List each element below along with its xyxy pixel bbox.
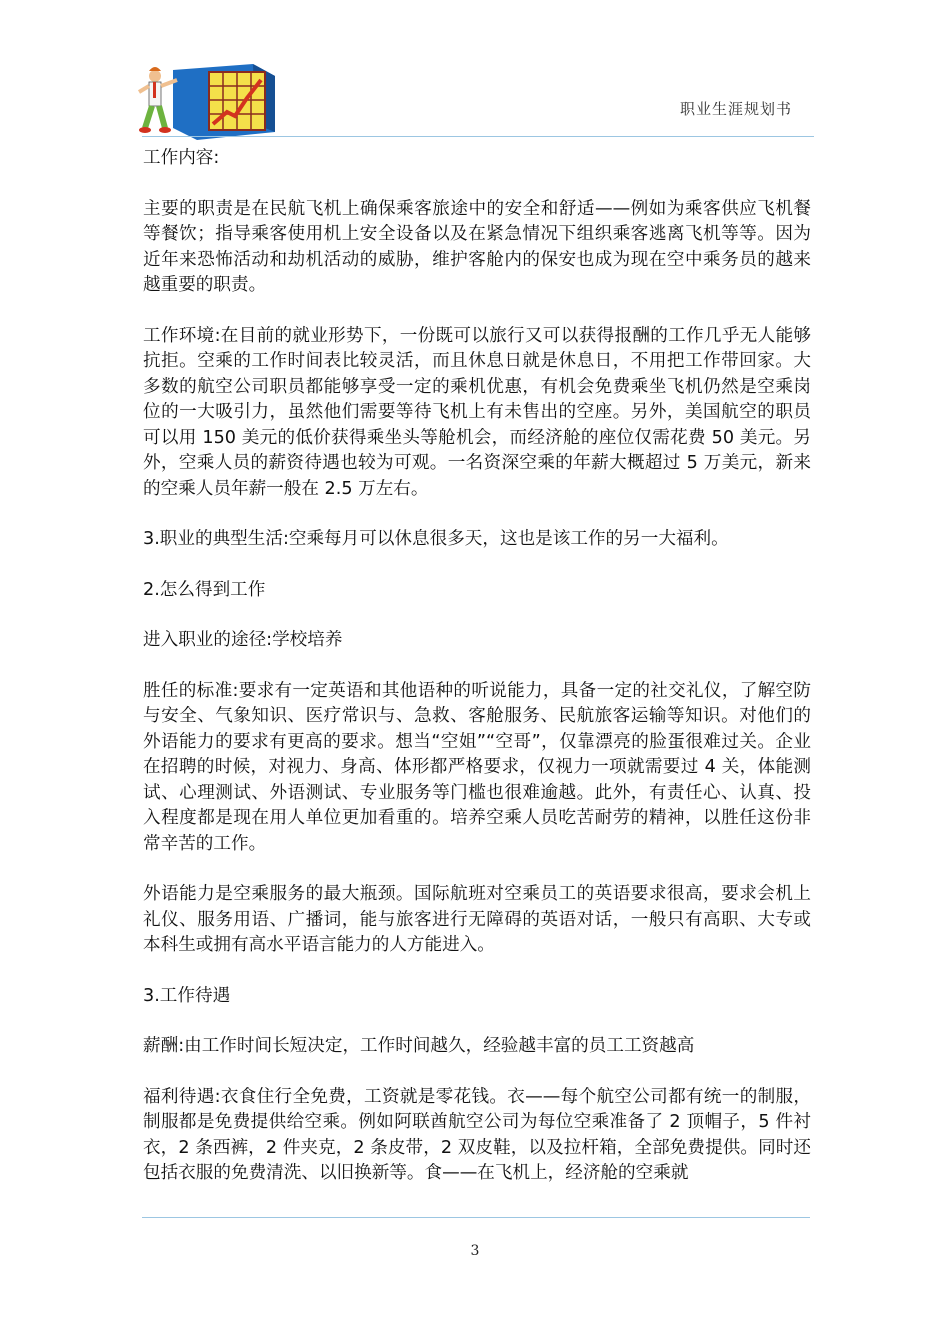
paragraph-competency-standards: 胜任的标准:要求有一定英语和其他语种的听说能力，具备一定的社交礼仪，了解空防与安全、气象知识、医疗常识与、急救、客舱服务、民航旅客运输等知识。对他们的外语能力的要求有更高的要求。想当“空姐”“空哥”，仅靠漂亮的脸蛋很难过关。企业在招聘的时候，对视力、身高、体形都严格要求，仅视力一项就需要过 4 关，体能测试、心理测试、外语测试、专业服务等门槛也很难逾越。此外，有责任心、认真、投入程度都是现在用人单位更加看重的。培养空乘人员吃苦耐劳的精神，以胜任这份非常辛苦的工作。 <box>143 680 811 854</box>
paragraph-language-ability: 外语能力是空乘服务的最大瓶颈。国际航班对空乘员工的英语要求很高，要求会机上礼仪、服务用语、广播词，能与旅客进行无障碍的英语对话，一般只有高职、大专或本科生或拥有高水平语言能力的人方能进入。 <box>143 884 811 955</box>
paragraph-entry-path: 进入职业的途径:学校培养 <box>143 630 343 650</box>
page-number: 3 <box>470 1243 480 1259</box>
paragraph-compensation-heading: 3.工作待遇 <box>143 985 231 1006</box>
header-title: 职业生涯规划书 <box>680 100 793 118</box>
paragraph-work-environment: 工作环境:在目前的就业形势下，一份既可以旅行又可以获得报酬的工作几乎无人能够抗拒。空乘的工作时间表比较灵活，而且休息日就是休息日，不用把工作带回家。大多数的航空公司职员都能够享受一定的乘机优惠，有机会免费乘坐飞机仍然是空乘岗位的一大吸引力，虽然他们需要等待飞机上有未售出的空座。另外，美国航空的职员可以用 150 美元的低价获得乘坐头等舱机会，而经济舱的座位仅需花费 50 美元。另外，空乘人员的薪资待遇也较为可观。一名资深空乘的年薪大概超过 5 万美元，新来的空乘人员年薪一般在 2.5 万左右。 <box>143 325 811 499</box>
paragraph-salary: 薪酬:由工作时间长短决定，工作时间越久，经验越丰富的员工工资越高 <box>143 1036 695 1056</box>
paragraph-how-to-get-job: 2.怎么得到工作 <box>143 579 266 600</box>
footer-divider <box>142 1217 810 1218</box>
paragraph-benefits: 福利待遇:衣食住行全免费，工资就是零花钱。衣——每个航空公司都有统一的制服，制服都是免费提供给空乘。例如阿联酋航空公司为每位空乘准备了 2 顶帽子，5 件衬衣，2 条西裤，2 件夹克，2 条皮带，2 双皮鞋，以及拉杆箱，全部免费提供。同时还包括衣服的免费清洗、以旧换新等。食——在飞机上，经济舱的空乘就 <box>143 1086 811 1183</box>
paragraph-work-content-heading: 工作内容: <box>143 148 220 168</box>
paragraph-typical-life: 3.职业的典型生活:空乘每月可以休息很多天，这也是该工作的另一大福利。 <box>143 529 729 549</box>
document-body <box>143 146 811 1212</box>
header-divider <box>142 136 814 137</box>
career-chart-monitor-icon <box>135 62 280 142</box>
paragraph-main-duties: 主要的职责是在民航飞机上确保乘客旅途中的安全和舒适——例如为乘客供应飞机餐等餐饮；指导乘客使用机上安全设备以及在紧急情况下组织乘客逃离飞机等等。因为近年来恐怖活动和劫机活动的威胁，维护客舱内的保安也成为现在空中乘务员的越来越重要的职责。 <box>143 198 811 295</box>
